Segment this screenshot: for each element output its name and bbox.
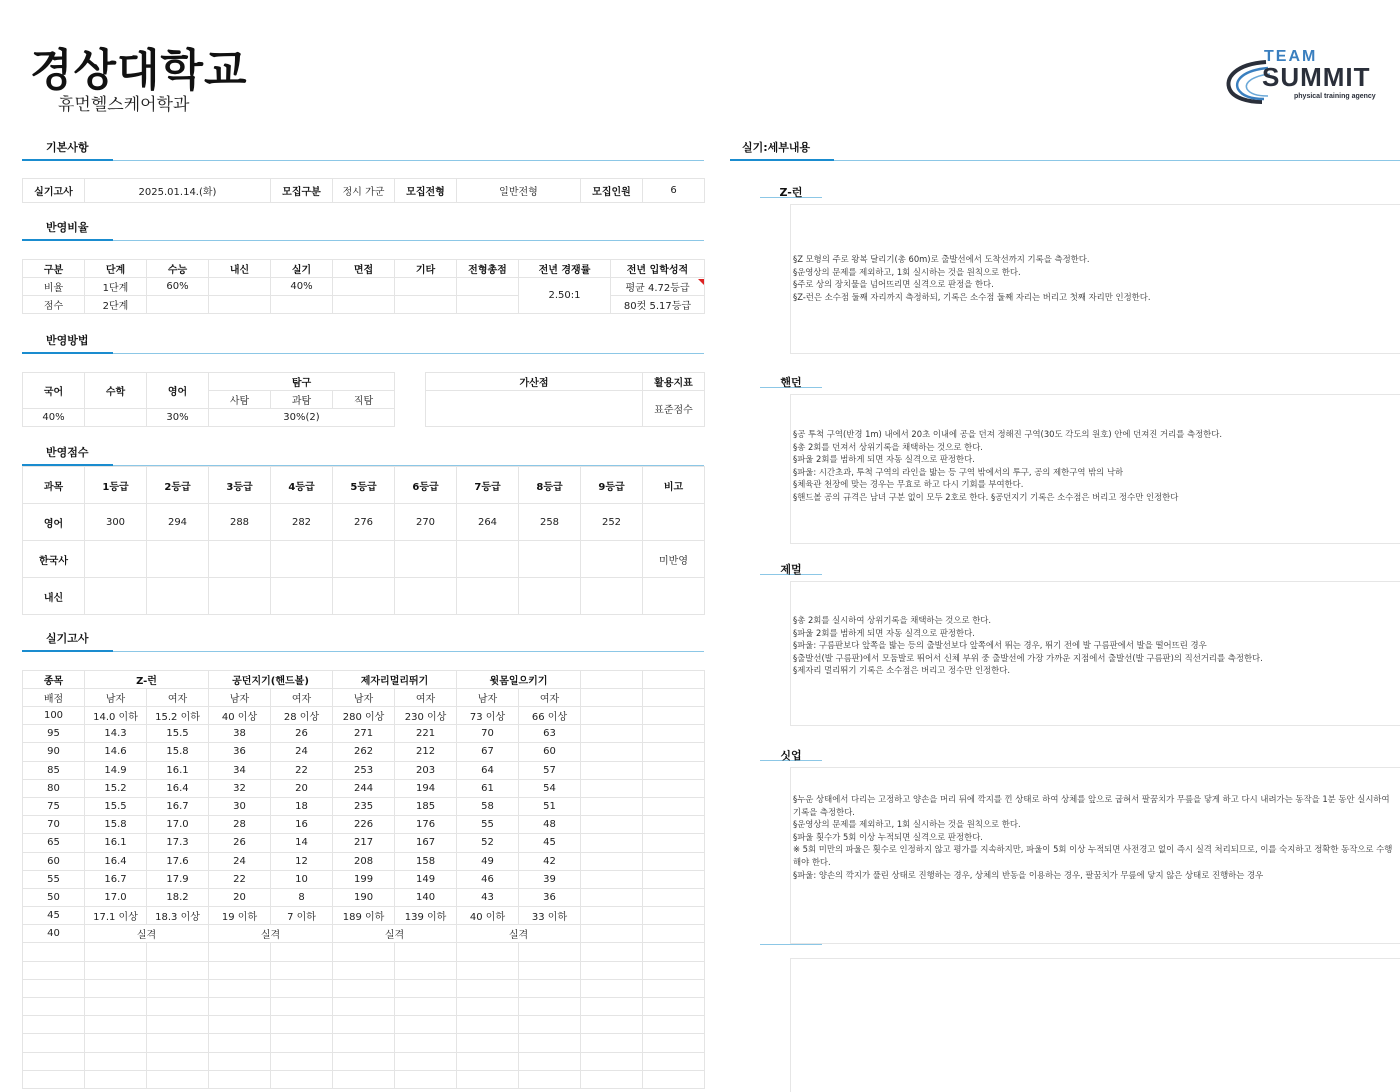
practical-record: 262 [333,743,395,761]
ratio-header: 수능 [147,260,209,278]
score-cell [209,578,271,615]
practical-row [23,725,705,743]
practical-record: 15.5 [147,725,209,743]
practical-record: 14.3 [85,725,147,743]
practical-record: 36 [209,743,271,761]
method-science: 과탐 [271,391,333,409]
practical-record: 15.2 [85,779,147,797]
practical-record: 212 [395,743,457,761]
practical-record: 185 [395,797,457,815]
practical-record: 16.4 [147,779,209,797]
practical-record: 57 [519,761,581,779]
ratio-cell [271,296,333,314]
ratio-cell [457,278,519,296]
basic-table [22,178,705,203]
score-cell [209,541,271,578]
score-cell: 276 [333,504,395,541]
score-header: 3등급 [209,467,271,504]
exam-date-value: 2025.01.14.(화) [85,179,271,203]
ratio-cell [395,278,457,296]
practical-row [23,797,705,815]
count-value: 6 [643,179,705,203]
practical-row [23,816,705,834]
detail-jump-title: 제멀 [760,561,822,575]
score-cell: 282 [271,504,333,541]
detail-situp-title: 싯업 [760,747,822,761]
gender-male: 남자 [85,689,147,707]
practical-score: 70 [23,816,85,834]
gender-female: 여자 [395,689,457,707]
gender-male: 남자 [209,689,271,707]
practical-record: 42 [519,852,581,870]
score-cell [85,541,147,578]
empty-row [23,1016,705,1034]
empty-row [23,961,705,979]
score-cell [643,578,705,615]
practical-record: 14 [271,834,333,852]
practical-record: 40 이상 [209,707,271,725]
practical-record: 17.1 이상 [85,907,147,925]
practical-record: 54 [519,779,581,797]
detail-situp-panel [790,767,1400,944]
score-cell [519,578,581,615]
practical-event: 제자리멀리뛰기 [333,671,457,689]
practical-record: 73 이상 [457,707,519,725]
section-detail-label: 실기:세부내용 [730,139,834,161]
practical-record: 17.6 [147,852,209,870]
method-social: 사탐 [209,391,271,409]
logo-team-text: TEAM [1264,48,1318,65]
practical-record: 28 이상 [271,707,333,725]
score-header: 과목 [23,467,85,504]
practical-record: 64 [457,761,519,779]
university-title: 경상대학교 [30,45,248,96]
department-subtitle: 휴먼헬스케어학과 [58,95,190,115]
practical-record: 22 [209,870,271,888]
practical-record: 24 [271,743,333,761]
ratio-header: 단계 [85,260,147,278]
score-header: 9등급 [581,467,643,504]
detail-empty-underline [760,944,822,945]
detail-situp-text: §누운 상태에서 다리는 고정하고 양손을 머리 뒤에 깍지를 낀 상태로 하여 상체를 앞으로 굽혀서 팔꿈치가 무릎을 닿게 하고 다시 내려가는 동작을 1분 동안 실시하여 기록을 측정한다. §운영상의 문제를 제외하고, 1회 실시하는 것을 원칙으로 한다. §파울 횟수가 5회 이상 누적되면 실격으로 판정한다. ※ 5회 미만의 파울은 횟수로 인정하지 않고 평가를 지속하지만, 파울이 5회 이상 누적되면 사전경고 없이 즉시 실격 처리되므로, 이를 숙지하고 정확한 동작으로 수행해야 한다. §파울: 양손의 깍지가 풀린 상태로 진행하는 경우, 상체의 반동을 이용하는 경우, 팔꿈치가 무릎에 닿지 않은 상태로 진행하는 경우 [793,794,1393,880]
ratio-header: 내신 [209,260,271,278]
score-cell [147,541,209,578]
section-method [22,332,704,354]
practical-row [23,888,705,906]
practical-record: 8 [271,888,333,906]
practical-record: 12 [271,852,333,870]
practical-row [23,870,705,888]
count-label: 모집인원 [581,179,643,203]
practical-record: 194 [395,779,457,797]
practical-score: 50 [23,888,85,906]
score-cell [333,541,395,578]
practical-record: 15.2 이하 [147,707,209,725]
practical-record: 15.8 [85,816,147,834]
detail-zrun-title: Z-런 [760,184,822,198]
practical-fail: 실격 [85,925,209,943]
type-label: 모집전형 [395,179,457,203]
practical-record: 271 [333,725,395,743]
practical-score: 45 [23,907,85,925]
exam-date-label: 실기고사 [23,179,85,203]
practical-record: 60 [519,743,581,761]
practical-fail: 실격 [457,925,581,943]
practical-score: 85 [23,761,85,779]
ratio-table [22,259,705,314]
practical-score: 60 [23,852,85,870]
practical-record: 20 [209,888,271,906]
detail-handball-text: §공 투척 구역(반경 1m) 내에서 20초 이내에 공을 던져 정해진 구역(30도 각도의 원호) 안에 던져진 거리를 측정한다. §총 2회를 던져서 상위기록을 채택하는 것으로 한다. §파울 2회를 범하게 되면 자동 실격으로 판정한다. §파울: 시간초과, 투척 구역의 라인을 밟는 등 구역 밖에서의 투구, 공의 제한구역 밖의 낙하 §체육관 천장에 맞는 경우는 무효로 하고 다시 기회를 부여한다. §핸드볼 공의 규격은 남녀 구분 없이 모두 2호로 한다. §공던지기 기록은 소수점은 버리고 정수만 인정한다 [793,429,1223,502]
ratio-header: 구분 [23,260,85,278]
ratio-cell: 1단계 [85,278,147,296]
score-header: 5등급 [333,467,395,504]
bonus-table [425,372,705,427]
ratio-cell [209,278,271,296]
ratio-header: 실기 [271,260,333,278]
score-cell [643,504,705,541]
method-math: 수학 [85,373,147,409]
practical-record: 46 [457,870,519,888]
section-basic-label: 기본사항 [22,139,113,161]
practical-row [23,852,705,870]
section-score [22,444,704,466]
ratio-cell: 점수 [23,296,85,314]
method-vocational: 직탐 [333,391,395,409]
score-cell [395,541,457,578]
practical-record: 189 이하 [333,907,395,925]
section-score-label: 반영점수 [22,444,113,466]
practical-record: 16.4 [85,852,147,870]
practical-score-label: 배점 [23,689,85,707]
practical-record: 15.8 [147,743,209,761]
practical-row [23,834,705,852]
practical-score: 95 [23,725,85,743]
practical-record: 61 [457,779,519,797]
score-cell: 252 [581,504,643,541]
gender-female: 여자 [271,689,333,707]
comment-marker [698,279,704,285]
practical-record: 226 [333,816,395,834]
practical-record: 30 [209,797,271,815]
score-header: 4등급 [271,467,333,504]
practical-score: 55 [23,870,85,888]
practical-record: 24 [209,852,271,870]
practical-record: 140 [395,888,457,906]
score-cell [581,541,643,578]
practical-record: 40 이하 [457,907,519,925]
practical-record: 48 [519,816,581,834]
practical-record: 66 이상 [519,707,581,725]
method-english: 영어 [147,373,209,409]
ratio-header: 면접 [333,260,395,278]
group-value: 정시 가군 [333,179,395,203]
practical-score: 65 [23,834,85,852]
method-korean: 국어 [23,373,85,409]
score-cell [147,578,209,615]
score-header: 1등급 [85,467,147,504]
practical-record: 32 [209,779,271,797]
bonus-value [426,391,643,427]
score-cell [271,541,333,578]
score-cell [85,578,147,615]
practical-record: 235 [333,797,395,815]
practical-record: 52 [457,834,519,852]
practical-record: 19 이하 [209,907,271,925]
ratio-cell [395,296,457,314]
practical-row [23,743,705,761]
score-cell: 270 [395,504,457,541]
practical-record: 43 [457,888,519,906]
group-label: 모집구분 [271,179,333,203]
score-cell: 300 [85,504,147,541]
score-cell: 264 [457,504,519,541]
score-cell [395,578,457,615]
practical-row [23,761,705,779]
section-practical [22,630,704,652]
practical-record: 58 [457,797,519,815]
practical-fail: 실격 [209,925,333,943]
practical-record: 149 [395,870,457,888]
practical-record: 16 [271,816,333,834]
practical-row [23,779,705,797]
method-korean-value: 40% [23,409,85,427]
practical-event-label: 종목 [23,671,85,689]
detail-jump-header [760,561,1400,575]
practical-record: 14.9 [85,761,147,779]
method-inquiry: 탐구 [209,373,395,391]
detail-handball-header [760,374,1400,388]
practical-score: 100 [23,707,85,725]
practical-record: 34 [209,761,271,779]
ratio-cell: 2단계 [85,296,147,314]
ratio-cell: 비율 [23,278,85,296]
score-gpa: 내신 [23,578,85,615]
method-english-value: 30% [147,409,209,427]
score-table [22,466,705,615]
practical-record: 139 이하 [395,907,457,925]
practical-record: 33 이하 [519,907,581,925]
section-ratio [22,219,704,241]
detail-jump-panel [790,581,1400,726]
practical-record: 38 [209,725,271,743]
practical-record: 280 이상 [333,707,395,725]
practical-record: 67 [457,743,519,761]
practical-record: 16.7 [85,870,147,888]
practical-event: 공던지기(핸드볼) [209,671,333,689]
practical-record: 70 [457,725,519,743]
score-cell [333,578,395,615]
practical-fail-row [23,925,705,943]
index-value: 표준점수 [643,391,705,427]
score-cell: 294 [147,504,209,541]
practical-record: 18.3 이상 [147,907,209,925]
practical-record: 10 [271,870,333,888]
practical-record: 55 [457,816,519,834]
practical-record: 217 [333,834,395,852]
detail-handball-panel [790,394,1400,544]
admit-average: 평균 4.72등급 [611,278,705,296]
practical-event: 윗몸일으키기 [457,671,581,689]
detail-empty-panel [790,958,1400,1092]
practical-record: 28 [209,816,271,834]
practical-record: 14.6 [85,743,147,761]
logo-summit-text: SUMMIT [1262,62,1371,92]
practical-record: 190 [333,888,395,906]
score-header: 2등급 [147,467,209,504]
method-table [22,372,395,427]
score-header: 7등급 [457,467,519,504]
score-history: 한국사 [23,541,85,578]
empty-row [23,1052,705,1070]
practical-row [23,907,705,925]
score-header: 8등급 [519,467,581,504]
ratio-cell: 60% [147,278,209,296]
practical-table [22,670,705,1089]
practical-score: 80 [23,779,85,797]
logo-tagline: physical training agency [1294,93,1376,100]
practical-record: 17.9 [147,870,209,888]
ratio-cell: 40% [271,278,333,296]
empty-row [23,943,705,961]
admit-cut: 80컷 5.17등급 [611,296,705,314]
competition-value: 2.50:1 [519,278,611,314]
ratio-cell [209,296,271,314]
section-detail [730,139,1400,161]
practical-score: 90 [23,743,85,761]
score-cell: 258 [519,504,581,541]
score-cell [519,541,581,578]
practical-record: 14.0 이하 [85,707,147,725]
practical-record: 36 [519,888,581,906]
practical-score: 40 [23,925,85,943]
gender-female: 여자 [147,689,209,707]
score-cell [271,578,333,615]
practical-record: 45 [519,834,581,852]
type-value: 일반전형 [457,179,581,203]
empty-row [23,1034,705,1052]
ratio-header: 전년 경쟁률 [519,260,611,278]
practical-record: 18 [271,797,333,815]
score-cell [581,578,643,615]
detail-situp-header [760,747,1400,761]
detail-zrun-text: §Z 모형의 주로 왕복 달리기(총 60m)로 출발선에서 도착선까지 기록을 측정한다. §운영상의 문제를 제외하고, 1회 실시하는 것을 원칙으로 한다. §주로 상의 장치물을 넘어뜨리면 실격으로 판정을 한다. §Z-런은 소수점 둘째 자리까지 측정하되, 기록은 소수점 둘째 자리는 버리고 첫째 자리만 인정한다. [793,254,1151,302]
practical-score: 75 [23,797,85,815]
empty-row [23,979,705,997]
score-history-note: 미반영 [643,541,705,578]
score-header: 6등급 [395,467,457,504]
section-ratio-label: 반영비율 [22,219,113,241]
practical-record: 221 [395,725,457,743]
practical-record: 16.1 [85,834,147,852]
practical-fail: 실격 [333,925,457,943]
practical-record: 158 [395,852,457,870]
gender-male: 남자 [457,689,519,707]
practical-record: 176 [395,816,457,834]
section-practical-label: 실기고사 [22,630,113,652]
ratio-header: 전년 입학성적 [611,260,705,278]
practical-record: 17.0 [85,888,147,906]
ratio-header: 전형총점 [457,260,519,278]
gender-female: 여자 [519,689,581,707]
practical-record: 230 이상 [395,707,457,725]
ratio-cell [147,296,209,314]
detail-jump-text: §총 2회를 실시하여 상위기록을 채택하는 것으로 한다. §파울 2회를 범하게 되면 자동 실격으로 판정한다. §파울: 구름판보다 앞쪽을 밟는 등의 출발선보다 앞쪽에서 뛰는 경우, 뛰기 전에 발 구름판에서 발을 떨어뜨린 경우 §출발선(발 구름판)에서 모둠발로 뛰어서 신체 부위 중 출발선에 가장 가까운 지점에서 출발선(발 구름판)의 직선거리를 측정한다. §제자리 멀리뛰기 기록은 소수점은 버리고 정수만 인정한다. [793,615,1263,676]
practical-row [23,707,705,725]
practical-record: 167 [395,834,457,852]
score-english: 영어 [23,504,85,541]
score-cell [457,578,519,615]
bonus-label: 가산점 [426,373,643,391]
practical-record: 18.2 [147,888,209,906]
practical-record: 39 [519,870,581,888]
practical-record: 16.1 [147,761,209,779]
practical-event: Z-런 [85,671,209,689]
practical-record: 17.0 [147,816,209,834]
detail-handball-title: 핸던 [760,374,822,388]
section-basic [22,139,704,161]
practical-record: 244 [333,779,395,797]
index-label: 활용지표 [643,373,705,391]
empty-row [23,1070,705,1088]
practical-record: 63 [519,725,581,743]
practical-record: 26 [271,725,333,743]
team-summit-logo [1222,48,1400,110]
practical-record: 51 [519,797,581,815]
practical-record: 7 이하 [271,907,333,925]
method-inquiry-value: 30%(2) [209,409,395,427]
ratio-cell [333,296,395,314]
practical-record: 49 [457,852,519,870]
ratio-cell [457,296,519,314]
ratio-header: 기타 [395,260,457,278]
detail-zrun-panel [790,204,1400,354]
practical-record: 208 [333,852,395,870]
practical-record: 17.3 [147,834,209,852]
detail-zrun-header [760,184,1400,198]
practical-record: 20 [271,779,333,797]
empty-row [23,998,705,1016]
gender-male: 남자 [333,689,395,707]
practical-record: 15.5 [85,797,147,815]
practical-record: 253 [333,761,395,779]
score-cell: 288 [209,504,271,541]
method-math-value [85,409,147,427]
score-cell [457,541,519,578]
section-method-label: 반영방법 [22,332,113,354]
practical-record: 199 [333,870,395,888]
score-header: 비고 [643,467,705,504]
ratio-cell [333,278,395,296]
practical-record: 26 [209,834,271,852]
practical-record: 16.7 [147,797,209,815]
practical-record: 22 [271,761,333,779]
practical-record: 203 [395,761,457,779]
